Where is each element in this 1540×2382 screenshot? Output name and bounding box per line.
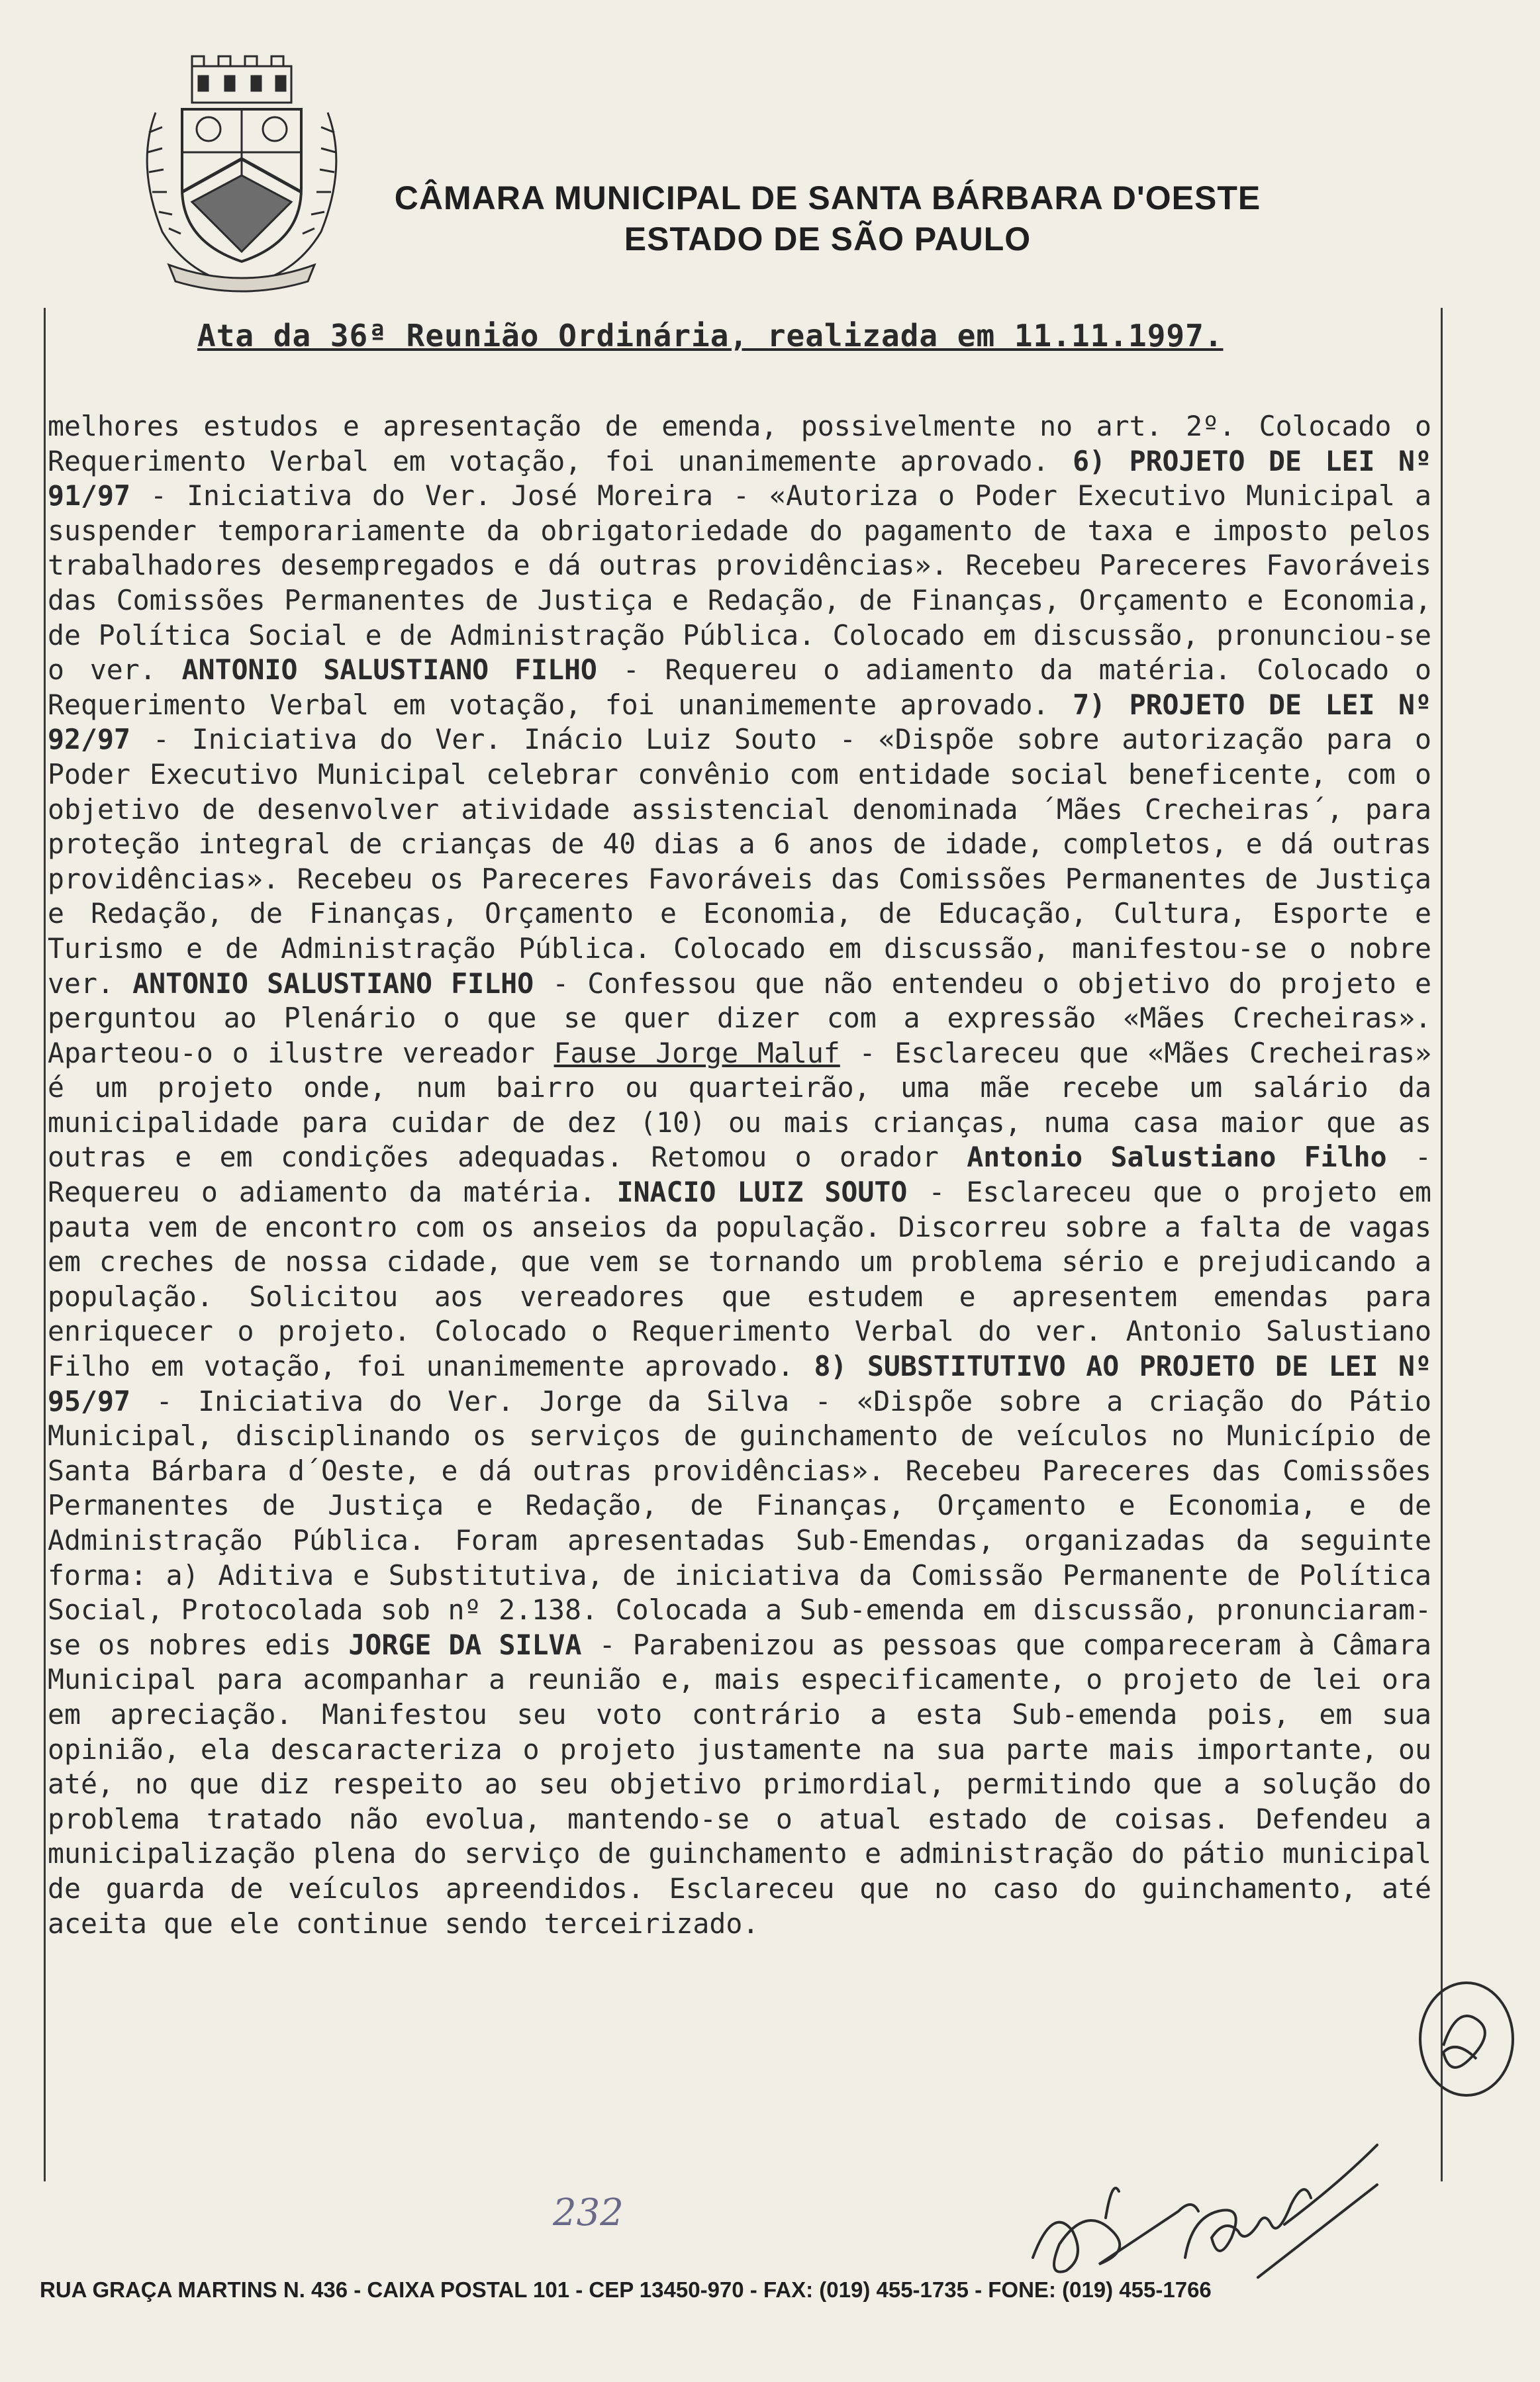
minutes-body xyxy=(48,409,1431,1941)
body-text: melhores estudos e apresentação de emenda, possivelmente no art. 2º. Colocado o Requerimento Verbal em votação, foi unanimemente aprovado. xyxy=(48,410,1431,477)
body-text: - Confessou que não entendeu o objetivo do projeto e perguntou ao Plenário o que se quer dizer com a expressão «Mães Crecheiras». Aparteou-o o ilustre vereador xyxy=(48,967,1431,1069)
body-text: - Iniciativa do Ver. Jorge da Silva - «Dispõe sobre a criação do Pátio Municipal, disciplinando os serviços de guinchamento de veículos no Município de Santa Bárbara d´Oeste, e dá outras providências». Recebeu Pareceres das Comissões Permanentes de Justiça e Redação, de Finanças, Orçamento e Economia, e de Administração Pública. Foram apresentadas Sub-Emendas, organizadas da seguinte forma: a) Aditiva e Substitutiva, de iniciativa da Comissão Permanente de Política Social, Protocolada sob nº 2.138. Colocada a Sub-emenda em discussão, pronunciaram-se os nobres edis xyxy=(48,1384,1431,1661)
minutes-title: Ata da 36ª Reunião Ordinária, realizada em 11.11.1997. xyxy=(197,318,1224,354)
councilor-name: JORGE DA SILVA xyxy=(348,1628,582,1661)
councilor-name: INACIO LUIZ SOUTO xyxy=(616,1176,908,1209)
page-number: 232 xyxy=(553,2191,624,2234)
body-text: - Esclareceu que «Mães Crecheiras» é um projeto onde, num bairro ou quarteirão, uma mãe recebe um salário da municipalidade para cuidar de dez (10) ou mais crianças, numa casa maior que as outras e em condições adequadas. Retomou o orador xyxy=(48,1036,1432,1174)
bill-heading: 7) PROJETO DE LEI Nº 92/97 xyxy=(48,688,1432,756)
letterhead xyxy=(371,179,1284,258)
body-text: - Requereu o adiamento da matéria. xyxy=(48,1141,1431,1209)
body-text: - Esclareceu que o projeto em pauta vem de encontro com os anseios da população. Discorreu sobre a falta de vagas em creches de nossa cidade, que vem se tornando um problema sério e prejudicando a população. Solicitou aos vereadores que estudem e apresentem emendas para enriquecer o projeto. Colocado o Requerimento Verbal do ver. Antonio Salustiano Filho em votação, foi unanimemente aprovado. xyxy=(48,1176,1431,1383)
body-text: - Requereu o adiamento da matéria. Colocado o Requerimento Verbal em votação, foi unanimemente aprovado. xyxy=(48,653,1431,721)
rubric-stamp xyxy=(1404,1966,1536,2112)
councilor-name: ANTONIO SALUSTIANO FILHO xyxy=(181,653,597,687)
councilor-name: ANTONIO SALUSTIANO FILHO xyxy=(132,967,534,1000)
bill-heading: 8) SUBSTITUTIVO AO PROJETO DE LEI Nº 95/97 xyxy=(48,1350,1431,1417)
bill-heading: 6) PROJETO DE LEI Nº 91/97 xyxy=(48,444,1432,512)
municipal-coat-of-arms xyxy=(129,53,354,305)
right-margin-rule xyxy=(1441,308,1443,2181)
institution-name: CÂMARA MUNICIPAL DE SANTA BÁRBARA D'OESTE xyxy=(394,179,1261,216)
body-text: - Iniciativa do Ver. José Moreira - «Autoriza o Poder Executivo Municipal a suspender temporariamente da obrigatoriedade do pagamento de taxa e imposto pelos trabalhadores desempregados e dá outras providências». Recebeu Pareceres Favoráveis das Comissões Permanentes de Justiça e Redação, de Finanças, Orçamento e Economia, de Política Social e de Administração Pública. Colocado em discussão, pronunciou-se o ver. xyxy=(48,479,1431,687)
body-text: - Parabenizou as pessoas que compareceram à Câmara Municipal para acompanhar a reunião e, mais especificamente, o projeto de lei ora em apreciação. Manifestou seu voto contrário a esta Sub-emenda pois, em sua opinião, ela descaracteriza o projeto justamente na sua parte mais importante, ou até, no que diz respeito ao seu objetivo primordial, permitindo que a solução do problema tratado não evolua, mantendo-se o atual estado de coisas. Defendeu a municipalização plena do serviço de guinchamento e administração do pátio municipal de guarda de veículos apreendidos. Esclareceu que no caso do guinchamento, até aceita que ele continue sendo terceirizado. xyxy=(48,1628,1431,1940)
councilor-name: Antonio Salustiano Filho xyxy=(967,1141,1387,1174)
letterhead-footer: RUA GRAÇA MARTINS N. 436 - CAIXA POSTAL 101 - CEP 13450-970 - FAX: (019) 455-1735 - FONE: (019) 455-1766 xyxy=(40,2277,1212,2302)
state-name: ESTADO DE SÃO PAULO xyxy=(624,220,1032,258)
left-margin-rule xyxy=(44,308,46,2181)
signatures xyxy=(1006,2125,1470,2297)
body-text: - Iniciativa do Ver. Inácio Luiz Souto - «Dispõe sobre autorização para o Poder Executivo Municipal celebrar convênio com entidade social beneficente, com o objetivo de desenvolver atividade assistencial denominada ´Mães Crecheiras´, para proteção integral de crianças de 40 dias a 6 anos de idade, completos, e dá outras providências». Recebeu os Pareceres Favoráveis das Comissões Permanentes de Justiça e Redação, de Finanças, Orçamento e Economia, de Educação, Cultura, Esporte e Turismo e de Administração Pública. Colocado em discussão, manifestou-se o nobre ver. xyxy=(48,723,1431,1000)
councilor-name: Fause Jorge Maluf xyxy=(553,1036,840,1069)
